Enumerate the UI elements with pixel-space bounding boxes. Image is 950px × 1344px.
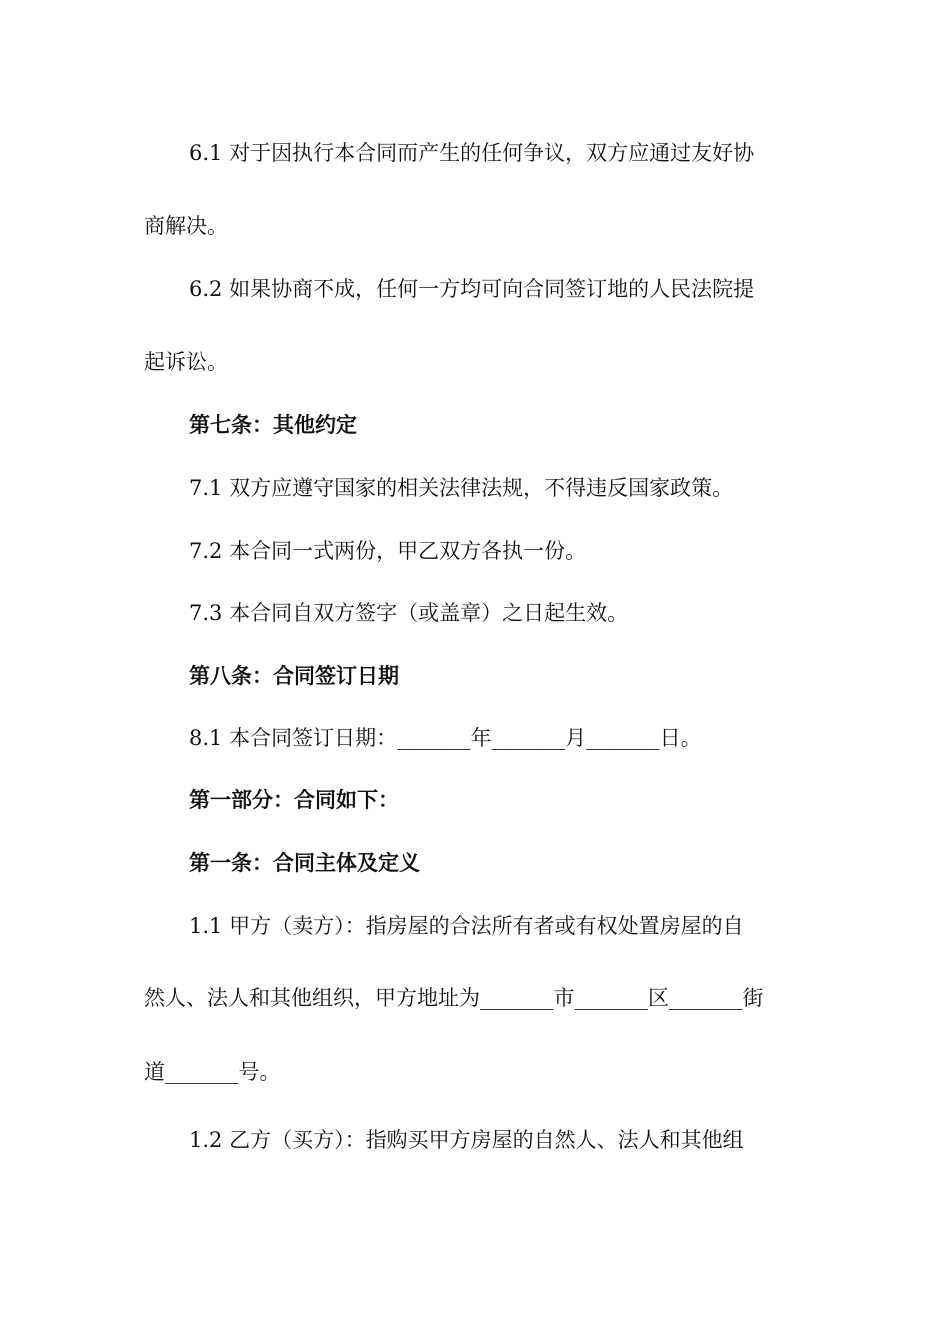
clause-8-1: 8.1 本合同签订日期：_______年_______月_______日。 bbox=[189, 726, 702, 750]
clause-7-1: 7.1 双方应遵守国家的相关法律法规，不得违反国家政策。 bbox=[189, 476, 734, 500]
clause-1-1-line-3: 道_______号。 bbox=[144, 1060, 281, 1084]
part-1-heading: 第一部分：合同如下： bbox=[189, 788, 399, 812]
article-1-heading: 第一条：合同主体及定义 bbox=[189, 851, 420, 875]
clause-7-3: 7.3 本合同自双方签字（或盖章）之日起生效。 bbox=[189, 601, 629, 625]
clause-1-1-line-2: 然人、法人和其他组织，甲方地址为_______市_______区_______街 bbox=[144, 986, 764, 1010]
clause-1-2-line-1: 1.2 乙方（买方）：指购买甲方房屋的自然人、法人和其他组 bbox=[189, 1128, 744, 1152]
clause-6-1-line-2: 商解决。 bbox=[144, 214, 228, 238]
article-8-heading: 第八条：合同签订日期 bbox=[189, 664, 399, 688]
clause-7-2: 7.2 本合同一式两份，甲乙双方各执一份。 bbox=[189, 539, 587, 563]
article-7-heading: 第七条：其他约定 bbox=[189, 413, 357, 437]
clause-6-2-line-1: 6.2 如果协商不成，任何一方均可向合同签订地的人民法院提 bbox=[189, 277, 755, 301]
clause-6-2-line-2: 起诉讼。 bbox=[144, 350, 228, 374]
clause-6-1-line-1: 6.1 对于因执行本合同而产生的任何争议，双方应通过友好协 bbox=[189, 141, 755, 165]
clause-1-1-line-1: 1.1 甲方（卖方）：指房屋的合法所有者或有权处置房屋的自 bbox=[189, 914, 744, 938]
